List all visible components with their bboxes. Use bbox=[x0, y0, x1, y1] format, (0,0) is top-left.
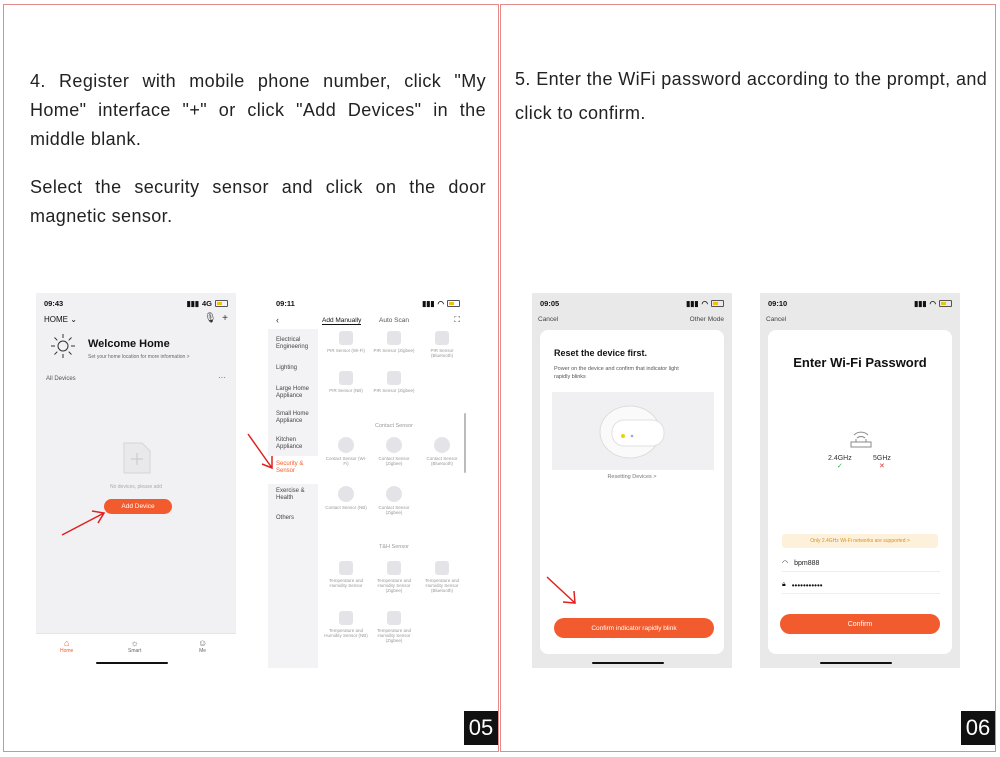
status-time: 09:43 bbox=[44, 299, 64, 308]
page-number: 05 bbox=[464, 711, 498, 745]
pir-sensor-icon bbox=[339, 371, 353, 385]
add-device-button[interactable]: Add Device bbox=[104, 499, 172, 514]
status-bar bbox=[768, 299, 952, 308]
lock-icon: 🔒︎ bbox=[782, 581, 786, 588]
scan-icon[interactable]: ⛶ bbox=[454, 315, 460, 324]
contact-sensor-icon bbox=[338, 486, 354, 502]
category-small-appliance[interactable]: Small Home Appliance bbox=[276, 411, 309, 424]
device-cell[interactable]: PIR Sensor (Zigbee) bbox=[372, 331, 416, 353]
category-electrical[interactable]: Electrical Engineering bbox=[276, 337, 309, 350]
category-kitchen[interactable]: Kitchen Appliance bbox=[276, 437, 303, 450]
status-time: 09:11 bbox=[276, 299, 295, 308]
instruction-block bbox=[30, 67, 486, 250]
thermometer-icon bbox=[339, 611, 353, 625]
home-selector[interactable]: HOME ⌄ bbox=[44, 315, 77, 324]
step-4-text: 4. Register with mobile phone number, click "My Home" interface "+" or click "Add Devices" in the middle blank. bbox=[30, 71, 486, 149]
phone-screen-home bbox=[36, 293, 236, 668]
contact-sensor-icon bbox=[338, 437, 354, 453]
signal-icon: ▮▮▮ bbox=[422, 299, 435, 308]
page-number: 06 bbox=[961, 711, 995, 745]
red-arrow-icon bbox=[543, 573, 579, 607]
device-cell[interactable]: Contact Sensor (NB) bbox=[324, 486, 368, 510]
network-label: 4G bbox=[201, 299, 212, 308]
nav-home[interactable]: ⌂ Home bbox=[60, 638, 74, 654]
device-cell[interactable]: Contact Sensor (Zigbee) bbox=[372, 437, 416, 466]
resetting-devices-link[interactable]: Resetting Devices > bbox=[607, 474, 657, 480]
confirm-button[interactable]: Confirm bbox=[780, 614, 940, 634]
notice-banner[interactable]: Only 2.4GHz Wi-Fi networks are supported > bbox=[782, 534, 938, 548]
category-exercise[interactable]: Exercise & Health bbox=[276, 488, 305, 501]
phone-screen-wifi bbox=[760, 293, 960, 668]
page-06 bbox=[500, 4, 996, 752]
battery-icon bbox=[215, 300, 228, 307]
band-24-label: 2.4GHz bbox=[828, 455, 852, 462]
password-field[interactable]: 🔒︎ ••••••••••• bbox=[782, 577, 940, 594]
home-indicator bbox=[96, 662, 168, 665]
signal-icon: ▮▮▮ bbox=[186, 299, 199, 308]
empty-file-icon bbox=[122, 441, 152, 477]
device-image bbox=[552, 392, 714, 470]
wifi-icon: ◠ bbox=[929, 299, 936, 308]
wifi-icon: ◠ bbox=[437, 299, 444, 308]
device-cell[interactable]: Contact Sensor (Zigbee) bbox=[372, 486, 416, 515]
phone-screen-add-device bbox=[268, 293, 468, 668]
thermometer-icon bbox=[339, 561, 353, 575]
page-05 bbox=[3, 4, 499, 752]
status-bar bbox=[276, 299, 460, 308]
category-security-sensor[interactable]: Security & Sensor bbox=[276, 461, 304, 474]
welcome-subtitle[interactable]: Set your home location for more information > bbox=[88, 354, 190, 360]
nav-me[interactable]: ☺ Me bbox=[198, 638, 208, 654]
wifi-icon: ◠ bbox=[782, 560, 789, 567]
wifi-card bbox=[768, 330, 952, 654]
add-icon[interactable]: + bbox=[222, 313, 228, 324]
phone-screen-reset bbox=[532, 293, 732, 668]
signal-icon: ▮▮▮ bbox=[686, 299, 699, 308]
device-cell[interactable]: Contact Sensor (Wi-Fi) bbox=[324, 437, 368, 466]
cross-icon: ✕ bbox=[879, 463, 885, 470]
bottom-nav bbox=[36, 633, 236, 668]
sun-icon bbox=[50, 333, 76, 361]
device-cell[interactable]: Temperature and Humidity Sensor (Bluetooth) bbox=[420, 561, 464, 593]
category-lighting[interactable]: Lighting bbox=[276, 365, 298, 371]
category-large-appliance[interactable]: Large Home Appliance bbox=[276, 386, 310, 399]
pir-sensor-icon bbox=[435, 331, 449, 345]
pir-sensor-icon bbox=[339, 331, 353, 345]
router-icon bbox=[848, 427, 874, 451]
status-time: 09:10 bbox=[768, 299, 788, 308]
pir-sensor-icon bbox=[387, 331, 401, 345]
red-arrow-icon bbox=[244, 430, 278, 474]
tab-auto-scan[interactable]: Auto Scan bbox=[379, 317, 409, 324]
mic-icon[interactable]: 🎙 bbox=[203, 313, 217, 324]
status-time: 09:05 bbox=[540, 299, 560, 308]
reset-title: Reset the device first. bbox=[554, 348, 648, 358]
cancel-link[interactable]: Cancel bbox=[766, 316, 787, 323]
thermometer-icon bbox=[387, 611, 401, 625]
cancel-link[interactable]: Cancel bbox=[538, 316, 559, 323]
smart-sun-icon: ☼ bbox=[130, 638, 139, 648]
battery-icon bbox=[447, 300, 460, 307]
chevron-down-icon: ⌄ bbox=[70, 315, 77, 324]
more-icon[interactable]: ··· bbox=[218, 373, 226, 382]
step-5-text: 5. Enter the WiFi password according to the prompt, and click to confirm. bbox=[515, 69, 988, 123]
check-icon: ✓ bbox=[836, 463, 843, 470]
device-cell[interactable]: Contact Sensor (Bluetooth) bbox=[420, 437, 464, 466]
empty-state-text: No devices, please add bbox=[110, 484, 162, 490]
wifi-title: Enter Wi-Fi Password bbox=[793, 355, 927, 370]
device-cell[interactable]: Temperature and Humidity Sensor (Zigbee) bbox=[372, 561, 416, 593]
band-5-label: 5GHz bbox=[873, 455, 891, 462]
step-4-subtext: Select the security sensor and click on the door magnetic sensor. bbox=[30, 177, 486, 226]
tab-add-manually[interactable]: Add Manually bbox=[322, 317, 362, 324]
wifi-icon: ◠ bbox=[701, 299, 708, 308]
device-cell[interactable]: Temperature and Humidity Sensor bbox=[324, 561, 368, 588]
thermometer-icon bbox=[387, 561, 401, 575]
pir-sensor-icon bbox=[387, 371, 401, 385]
device-cell[interactable]: PIR Sensor (Wi-Fi) bbox=[324, 331, 368, 353]
ssid-field[interactable]: ◠ bpm888 bbox=[782, 555, 940, 572]
back-icon[interactable]: ‹ bbox=[276, 315, 279, 325]
signal-icon: ▮▮▮ bbox=[914, 299, 927, 308]
nav-smart[interactable]: ☼ Smart bbox=[128, 638, 142, 654]
door-sensor-illustration bbox=[552, 392, 714, 470]
battery-icon bbox=[711, 300, 724, 307]
battery-icon bbox=[939, 300, 952, 307]
welcome-title: Welcome Home bbox=[88, 338, 170, 350]
reset-description: Power on the device and confirm that indicator light rapidly blinks bbox=[554, 366, 679, 380]
scrollbar[interactable] bbox=[464, 413, 466, 473]
user-icon: ☺ bbox=[198, 638, 208, 648]
home-indicator bbox=[820, 662, 892, 665]
device-cell[interactable]: PIR Sensor (Zigbee) bbox=[372, 371, 416, 393]
home-indicator bbox=[592, 662, 664, 665]
contact-sensor-icon bbox=[386, 486, 402, 502]
device-cell[interactable]: PIR Sensor (NB) bbox=[324, 371, 368, 393]
section-header-th: T&H Sensor bbox=[379, 544, 409, 550]
device-cell[interactable]: Temperature and Humidity Sensor (Zigbee) bbox=[372, 611, 416, 643]
all-devices-label: All Devices bbox=[46, 376, 76, 382]
red-arrow-icon bbox=[58, 505, 110, 539]
status-bar bbox=[44, 299, 228, 308]
confirm-blink-button[interactable]: Confirm indicator rapidly blink bbox=[554, 618, 714, 638]
home-icon: ⌂ bbox=[63, 638, 70, 648]
section-header-contact: Contact Sensor bbox=[375, 423, 413, 429]
device-cell[interactable]: PIR Sensor (Bluetooth) bbox=[420, 331, 464, 358]
contact-sensor-icon bbox=[434, 437, 450, 453]
category-others[interactable]: Others bbox=[276, 515, 295, 521]
instruction-block bbox=[515, 62, 991, 149]
device-cell[interactable]: Temperature and Humidity Sensor (NB) bbox=[324, 611, 368, 638]
contact-sensor-icon bbox=[386, 437, 402, 453]
status-bar bbox=[540, 299, 724, 308]
other-mode-link[interactable]: Other Mode bbox=[689, 316, 724, 323]
thermometer-icon bbox=[435, 561, 449, 575]
